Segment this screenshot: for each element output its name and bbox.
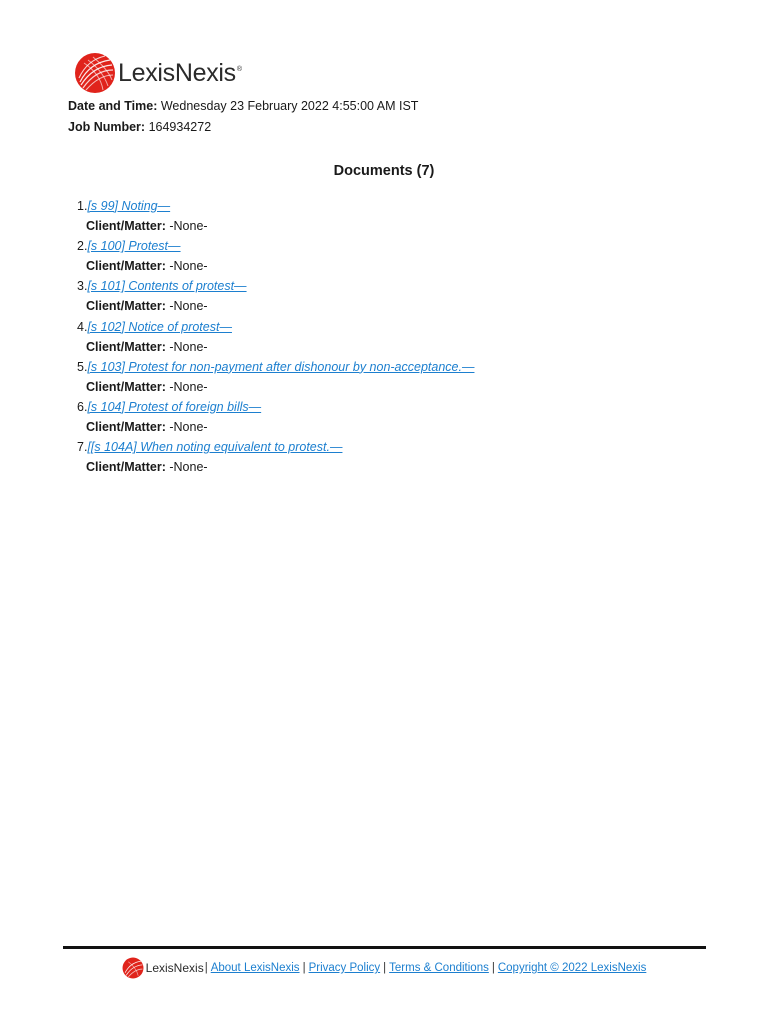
registered-mark: ® [236,66,242,74]
footer-divider [63,946,706,949]
document-item [77,439,737,479]
client-matter-value: -None- [169,219,208,233]
client-matter-label: Client/Matter: [86,419,166,434]
document-item [77,319,737,359]
client-matter-value: -None- [169,339,208,354]
document-item [77,359,737,399]
client-matter-label: Client/Matter: [86,219,166,233]
terms-conditions-link[interactable]: Terms & Conditions [389,962,489,974]
document-number: 7. [77,440,88,455]
document-number: 5. [77,359,88,374]
document-number: 2. [77,239,88,254]
client-matter-label: Client/Matter: [86,379,166,394]
client-matter-line [77,218,737,238]
document-link[interactable]: [s 100] Protest— [87,239,181,254]
document-item [77,399,737,439]
document-number: 1. [77,199,88,213]
job-number-line [68,120,211,135]
footer-separator: | [204,962,208,974]
footer-logo [122,957,204,979]
client-matter-value: -None- [169,419,208,434]
document-link[interactable]: [[s 104A] When noting equivalent to protest.— [87,440,343,455]
lexisnexis-logo-icon [74,52,116,94]
privacy-policy-link[interactable]: Privacy Policy [308,962,381,974]
about-lexisnexis-link[interactable]: About LexisNexis [210,962,300,974]
document-item [77,278,737,318]
document-link[interactable]: [s 103] Protest for non-payment after dishonour by non-acceptance.— [87,359,475,374]
client-matter-line [77,379,737,399]
lexisnexis-logo [74,52,242,94]
lexisnexis-logo-icon [122,957,144,979]
lexisnexis-logo-text: LexisNexis® [118,58,242,87]
document-item [77,198,737,238]
client-matter-label: Client/Matter: [86,339,166,354]
footer-separator: | [383,962,387,974]
client-matter-label: Client/Matter: [86,259,166,274]
footer-separator: | [302,962,306,974]
client-matter-line [77,339,737,359]
document-number: 4. [77,319,88,334]
client-matter-line [77,258,737,278]
footer [0,957,768,979]
document-link[interactable]: [s 104] Protest of foreign bills— [87,399,262,414]
footer-separator: | [491,962,495,974]
client-matter-label: Client/Matter: [86,460,166,475]
client-matter-value: -None- [169,259,208,274]
date-time-line [68,99,418,114]
client-matter-line [77,459,737,479]
date-time-label: Date and Time: [68,99,158,113]
document-item [77,238,737,278]
client-matter-line [77,298,737,318]
job-number-value: 164934272 [148,120,212,134]
documents-title: Documents (7) [333,163,435,179]
client-matter-line [77,419,737,439]
client-matter-value: -None- [169,460,208,475]
footer-brand-text: LexisNexis [145,961,204,975]
date-time-value: Wednesday 23 February 2022 4:55:00 AM IST [160,99,419,113]
job-number-label: Job Number: [68,120,146,134]
document-link[interactable]: [s 102] Notice of protest— [87,319,232,334]
document-link[interactable]: [s 101] Contents of protest— [87,279,247,294]
document-link[interactable]: [s 99] Noting— [87,199,171,213]
copyright-link[interactable]: Copyright © 2022 LexisNexis [497,962,647,974]
client-matter-value: -None- [169,299,208,314]
client-matter-label: Client/Matter: [86,299,166,314]
document-number: 3. [77,279,88,294]
client-matter-value: -None- [169,379,208,394]
document-list [77,198,737,479]
document-number: 6. [77,399,88,414]
